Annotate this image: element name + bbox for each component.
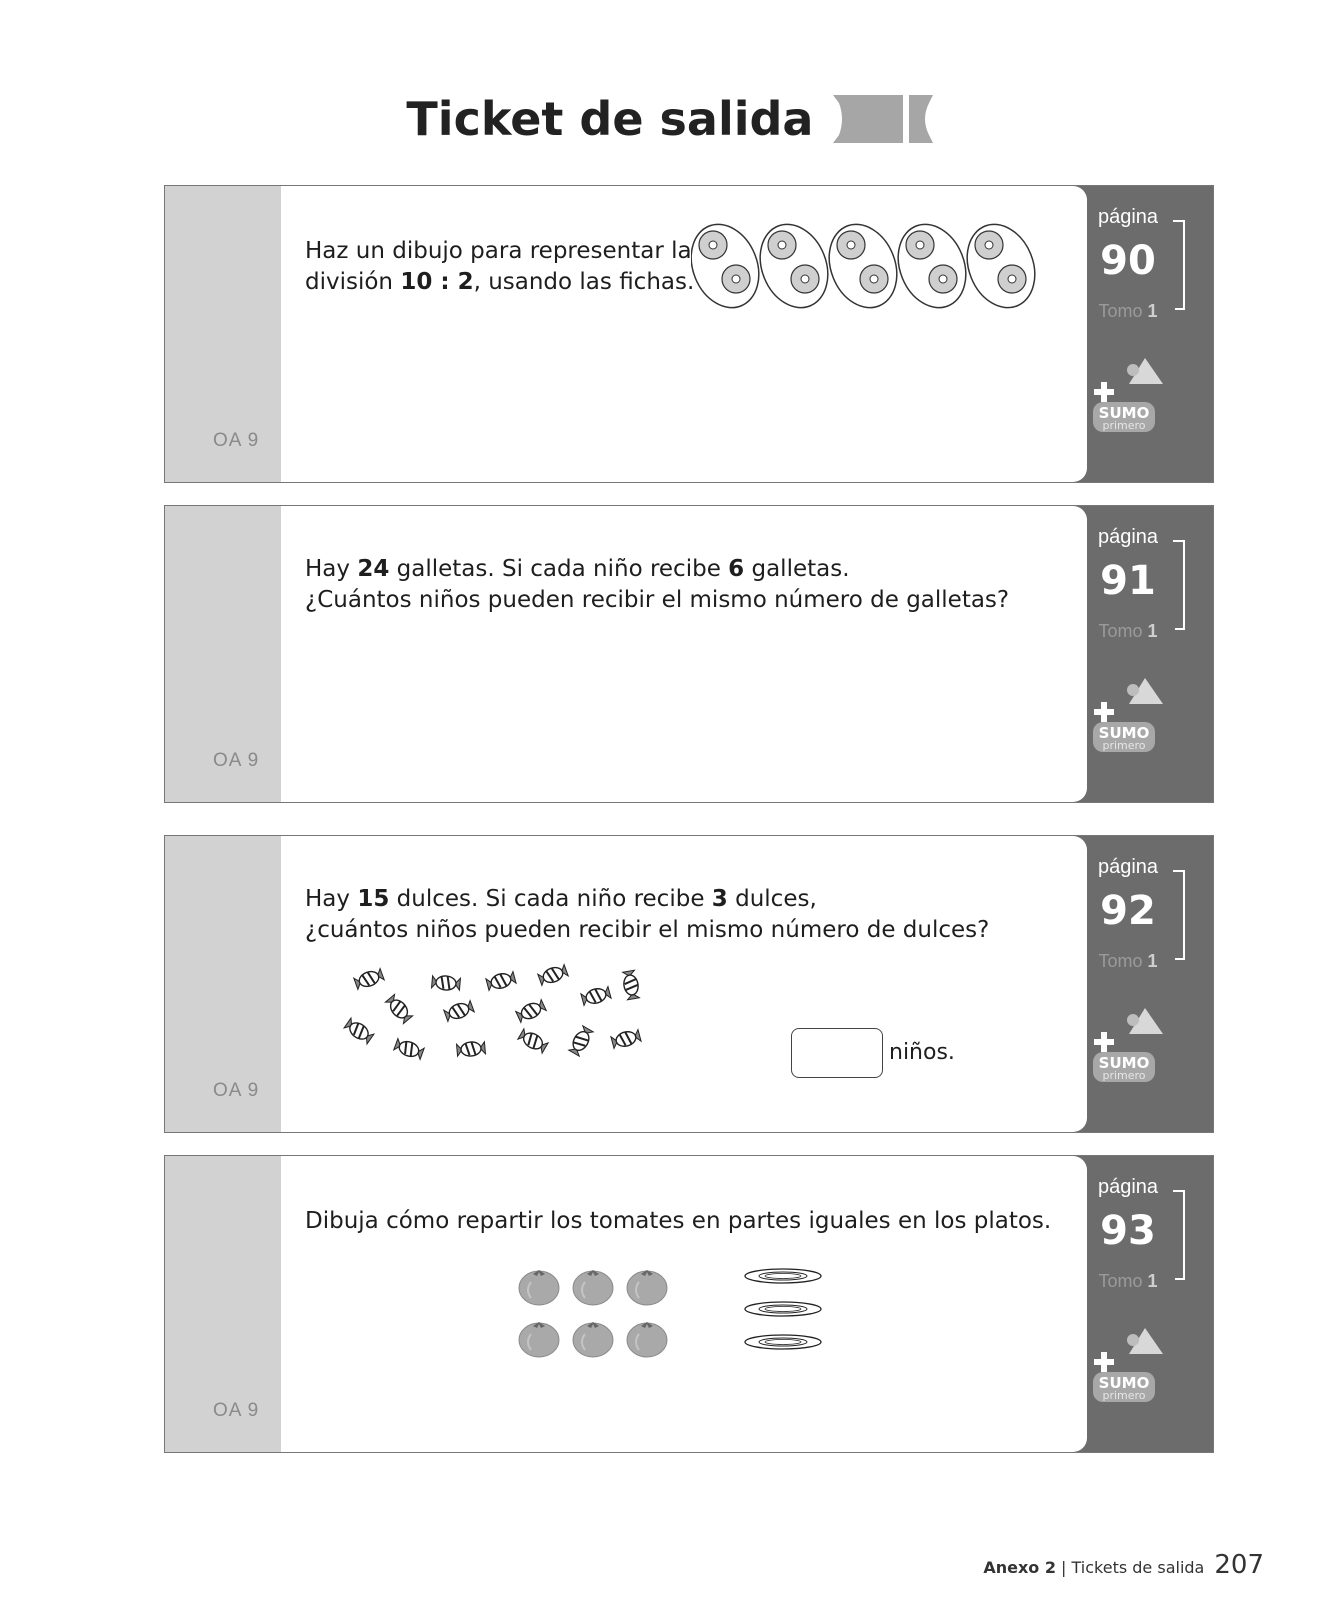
card-content [281, 1156, 1087, 1452]
sumo-primero-logo [1093, 356, 1173, 446]
page-reference-box [1071, 526, 1185, 641]
objective-code: OA 9 [213, 1080, 260, 1101]
page-title: Ticket de salida [406, 92, 814, 146]
sumo-primero-logo [1093, 1006, 1173, 1096]
card-left-strip [165, 836, 281, 1132]
question-text: Dibuja cómo repartir los tomates en partes iguales en los platos. [305, 1208, 1052, 1234]
header [0, 92, 1339, 146]
ticket-icon [833, 95, 933, 143]
plates-illustration [741, 1264, 825, 1354]
tomo-label: Tomo 1 [1098, 1271, 1158, 1291]
svg-text:SUMO: SUMO [1098, 1374, 1150, 1392]
page-label: página [1097, 856, 1159, 878]
objective-code: OA 9 [213, 430, 260, 451]
question-text: Hay 24 galletas. Si cada niño recibe 6 galletas. ¿Cuántos niños pueden recibir el mismo número de galletas? [305, 556, 1010, 613]
page-label: página [1097, 1176, 1159, 1198]
page-number: 92 [1100, 888, 1156, 934]
svg-text:primero: primero [1102, 419, 1146, 432]
tomatoes-illustration [517, 1264, 677, 1364]
question-text: Hay 15 dulces. Si cada niño recibe 3 dulces, ¿cuántos niños pueden recibir el mismo número de dulces? [305, 886, 990, 943]
card-left-strip [165, 506, 281, 802]
card-left-strip [165, 1156, 281, 1452]
plate-icon [745, 1269, 821, 1349]
page-reference-box [1071, 206, 1185, 321]
page-label: página [1097, 206, 1159, 228]
page-label: página [1097, 526, 1159, 548]
tomo-label: Tomo 1 [1098, 951, 1158, 971]
annex-label: Anexo 2 [983, 1558, 1056, 1577]
page-number: 93 [1100, 1208, 1156, 1254]
exit-ticket-card-4 [164, 1155, 1214, 1453]
tomo-label: Tomo 1 [1098, 301, 1158, 321]
svg-text:primero: primero [1102, 1389, 1146, 1402]
tomato-icon [519, 1270, 667, 1357]
card-content [281, 506, 1087, 802]
svg-text:primero: primero [1102, 739, 1146, 752]
candies-illustration [341, 961, 661, 1066]
chip-groups-illustration [691, 221, 1041, 311]
objective-code: OA 9 [213, 1400, 260, 1421]
card-content [281, 836, 1087, 1132]
chip-icon [699, 231, 1026, 293]
svg-text:SUMO: SUMO [1098, 404, 1150, 422]
page-footer [983, 1550, 1264, 1580]
exit-ticket-card-1 [164, 185, 1214, 483]
candy-icon [344, 964, 642, 1061]
exit-ticket-card-3 [164, 835, 1214, 1133]
sumo-primero-logo [1093, 676, 1173, 766]
section-label: Tickets de salida [1071, 1558, 1205, 1577]
svg-text:SUMO: SUMO [1098, 724, 1150, 742]
page-number-footer: 207 [1214, 1550, 1264, 1580]
svg-text:primero: primero [1102, 1069, 1146, 1082]
sumo-primero-logo [1093, 1326, 1173, 1416]
answer-unit-label: niños. [889, 1040, 955, 1065]
page-reference-box [1071, 856, 1185, 971]
svg-text:SUMO: SUMO [1098, 1054, 1150, 1072]
answer-box[interactable] [791, 1028, 883, 1078]
footer-separator: | [1055, 1558, 1072, 1577]
exit-ticket-card-2 [164, 505, 1214, 803]
page-number: 91 [1100, 558, 1156, 604]
page-reference-box [1071, 1176, 1185, 1291]
question-text: Haz un dibujo para representar la división 10 : 2, usando las fichas. [305, 238, 695, 295]
card-content [281, 186, 1087, 482]
page-number: 90 [1100, 238, 1156, 284]
card-left-strip [165, 186, 281, 482]
objective-code: OA 9 [213, 750, 260, 771]
tomo-label: Tomo 1 [1098, 621, 1158, 641]
